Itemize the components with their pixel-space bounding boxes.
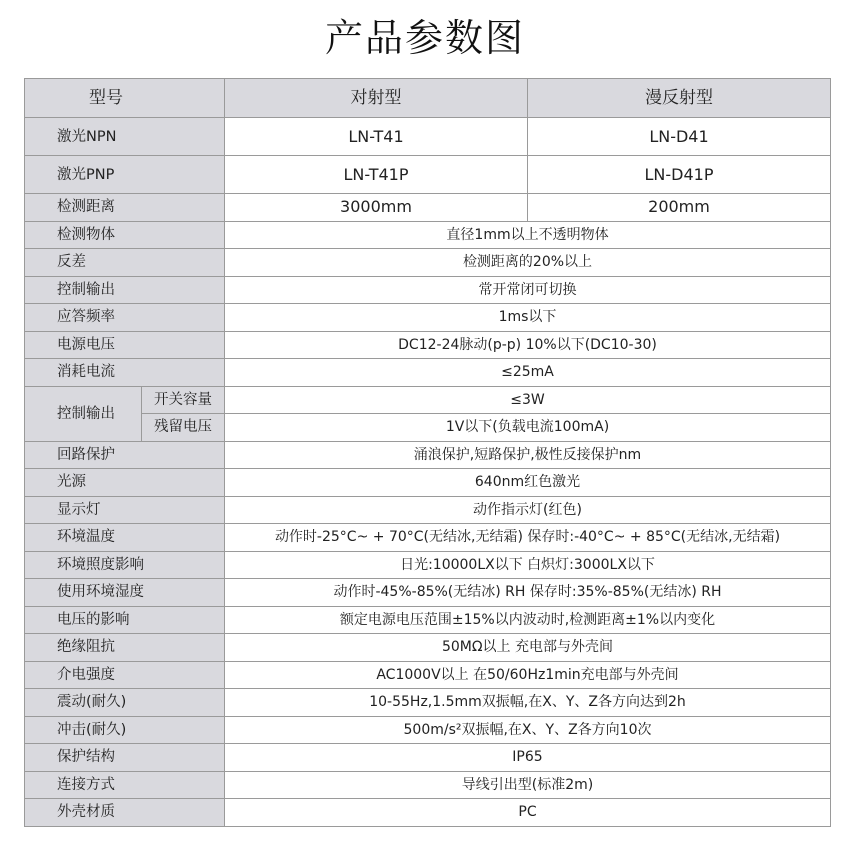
row-value: LN-D41 <box>528 118 831 156</box>
row-label: 连接方式 <box>25 771 225 799</box>
row-label: 介电强度 <box>25 661 225 689</box>
table-row <box>25 194 831 222</box>
row-value: 动作时-25°C~ + 70°C(无结冰,无结霜) 保存时:-40°C~ + 85°C(无结冰,无结霜) <box>225 524 831 552</box>
row-value: LN-T41 <box>225 118 528 156</box>
table-row <box>25 799 831 827</box>
row-label: 消耗电流 <box>25 359 225 387</box>
row-value: 640nm红色激光 <box>225 469 831 497</box>
table-row <box>25 579 831 607</box>
header-through-beam: 对射型 <box>225 79 528 118</box>
sub-label-residual-voltage: 残留电压 <box>142 414 225 442</box>
row-value: 50MΩ以上 充电部与外壳间 <box>225 634 831 662</box>
table-row <box>25 414 831 442</box>
row-label: 电源电压 <box>25 331 225 359</box>
spec-table <box>24 78 831 827</box>
row-value: 检测距离的20%以上 <box>225 249 831 277</box>
table-row <box>25 156 831 194</box>
table-row <box>25 469 831 497</box>
sub-label-switch-capacity: 开关容量 <box>142 386 225 414</box>
table-row <box>25 359 831 387</box>
table-row <box>25 441 831 469</box>
table-row <box>25 551 831 579</box>
table-row <box>25 118 831 156</box>
row-label: 激光NPN <box>25 118 225 156</box>
row-value: DC12-24脉动(p-p) 10%以下(DC10-30) <box>225 331 831 359</box>
row-label: 震动(耐久) <box>25 689 225 717</box>
table-row <box>25 331 831 359</box>
row-label: 控制输出 <box>25 276 225 304</box>
row-label: 显示灯 <box>25 496 225 524</box>
row-label: 外壳材质 <box>25 799 225 827</box>
table-row <box>25 276 831 304</box>
table-row <box>25 524 831 552</box>
row-label: 应答频率 <box>25 304 225 332</box>
row-label: 环境照度影响 <box>25 551 225 579</box>
table-row <box>25 634 831 662</box>
row-label: 检测物体 <box>25 221 225 249</box>
row-label: 电压的影响 <box>25 606 225 634</box>
row-value: LN-D41P <box>528 156 831 194</box>
row-label: 使用环境湿度 <box>25 579 225 607</box>
table-row <box>25 744 831 772</box>
row-label: 激光PNP <box>25 156 225 194</box>
row-value: 额定电源电压范围±15%以内波动时,检测距离±1%以内变化 <box>225 606 831 634</box>
row-value: 常开常闭可切换 <box>225 276 831 304</box>
row-value: 直径1mm以上不透明物体 <box>225 221 831 249</box>
row-label: 检测距离 <box>25 194 225 222</box>
row-value: 1ms以下 <box>225 304 831 332</box>
table-row <box>25 771 831 799</box>
table-header-row <box>25 79 831 118</box>
row-value: ≤25mA <box>225 359 831 387</box>
header-model-label: 型号 <box>25 79 225 118</box>
row-value: 500m/s²双振幅,在X、Y、Z各方向10次 <box>225 716 831 744</box>
row-value: 200mm <box>528 194 831 222</box>
table-row <box>25 221 831 249</box>
row-label: 保护结构 <box>25 744 225 772</box>
row-value: AC1000V以上 在50/60Hz1min充电部与外壳间 <box>225 661 831 689</box>
row-value: IP65 <box>225 744 831 772</box>
table-row <box>25 716 831 744</box>
row-value: 涌浪保护,短路保护,极性反接保护nm <box>225 441 831 469</box>
row-value: 动作时-45%-85%(无结冰) RH 保存时:35%-85%(无结冰) RH <box>225 579 831 607</box>
table-row <box>25 689 831 717</box>
row-label: 绝缘阻抗 <box>25 634 225 662</box>
row-value: 日光:10000LX以下 白炽灯:3000LX以下 <box>225 551 831 579</box>
table-row <box>25 386 831 414</box>
row-value: PC <box>225 799 831 827</box>
row-value: LN-T41P <box>225 156 528 194</box>
table-row <box>25 249 831 277</box>
row-value: 动作指示灯(红色) <box>225 496 831 524</box>
row-value: 导线引出型(标准2m) <box>225 771 831 799</box>
header-diffuse: 漫反射型 <box>528 79 831 118</box>
row-value: 3000mm <box>225 194 528 222</box>
table-row <box>25 304 831 332</box>
table-row <box>25 496 831 524</box>
row-value: 1V以下(负载电流100mA) <box>225 414 831 442</box>
row-label: 光源 <box>25 469 225 497</box>
page-title: 产品参数图 <box>324 16 525 60</box>
table-row <box>25 606 831 634</box>
row-value: ≤3W <box>225 386 831 414</box>
row-label-control-output: 控制输出 <box>25 386 142 441</box>
row-value: 10-55Hz,1.5mm双振幅,在X、Y、Z各方向达到2h <box>225 689 831 717</box>
row-label: 冲击(耐久) <box>25 716 225 744</box>
row-label: 环境温度 <box>25 524 225 552</box>
row-label: 回路保护 <box>25 441 225 469</box>
table-row <box>25 661 831 689</box>
row-label: 反差 <box>25 249 225 277</box>
